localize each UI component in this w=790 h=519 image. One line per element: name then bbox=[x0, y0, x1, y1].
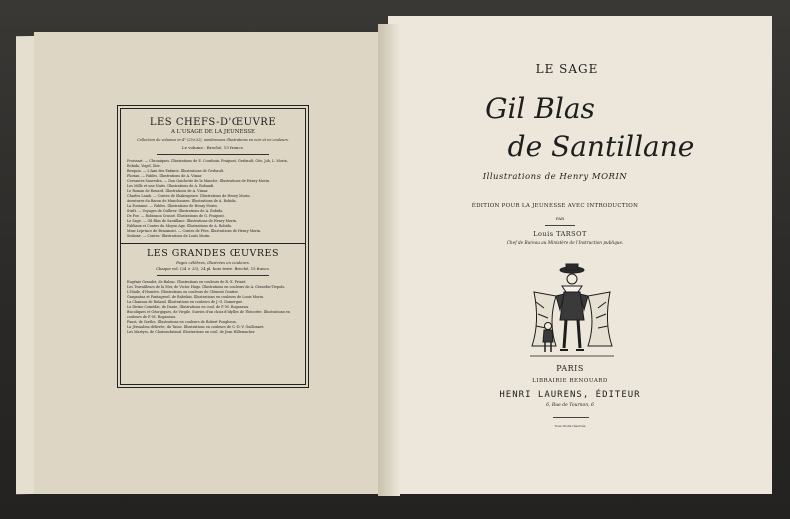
catalog-title: LES CHEFS-D'ŒUVRE bbox=[149, 117, 277, 128]
list-item: Les Travailleurs de la Mer, de Victor Hugo. Illustrations en couleurs de A. Gérardin-Tiepolo. bbox=[127, 285, 286, 289]
gil-blas-vignette bbox=[526, 262, 618, 362]
list-item: Le Roman de Renard. Illustrations de A. Vimar. bbox=[127, 189, 209, 193]
publisher-address: 6, Rue de Tournon, 6 bbox=[546, 403, 594, 408]
catalog-note: Collection de volumes in-4° (25×32), nombreuses illustrations en noir et en couleurs. bbox=[137, 138, 289, 142]
series-title: LES GRANDES ŒUVRES bbox=[146, 248, 280, 259]
divider bbox=[553, 417, 589, 418]
book-title-line2: de Santillane bbox=[507, 130, 695, 163]
catalog-price: Le volume : Broché, 15 francs. bbox=[181, 145, 245, 150]
list-item: Le Sage. — Gil Blas de Santillane. Illustrations de Henry Morin. bbox=[127, 219, 238, 223]
list-item: Froissart. — Chroniques. Illustrations de E. Courboin, Fraipont, Gerbault, Géo, Job, L. Morin, Robida, Vogel, Zier. bbox=[127, 159, 288, 168]
list-item: La Fontaine. — Fables. Illustrations de Henry Morin. bbox=[127, 204, 218, 208]
rights-notice: Tous droits réservés bbox=[554, 424, 586, 428]
list-item: La Chanson de Roland. Illustrations en couleurs de J.-G. Domergue. bbox=[127, 300, 244, 304]
list-item: De Foe. — Robinson Crusoé. Illustrations de G. Fraipont. bbox=[127, 214, 225, 218]
list-item: Cervantes Saavedra. — Don Quichotte de la Manche. Illustrations de Henry Morin. bbox=[127, 179, 271, 183]
bookshop: LIBRAIRIE RENOUARD bbox=[532, 378, 608, 384]
list-item: La Divine Comédie, de Dante. Illustrations en coul. de F.-M. Roganeau. bbox=[127, 305, 250, 309]
divider bbox=[121, 243, 305, 244]
catalog-box bbox=[120, 108, 306, 385]
edition-note: ÉDITION POUR LA JEUNESSE AVEC INTRODUCTION bbox=[471, 203, 639, 209]
list-item: Les Martyrs, de Chateaubriand. Illustrations en coul. de Jean Hillemacher. bbox=[127, 330, 256, 334]
list-item: Bucoliques et Géorgiques, de Virgile. Suivies d'un choix d'Idylles de Théocrite. Illustrations en couleurs de F.-M. Roganeau. bbox=[127, 310, 290, 319]
divider bbox=[157, 275, 269, 276]
series-subtitle: Pages célèbres, illustrées en couleurs. bbox=[176, 260, 250, 265]
book-title-line1: Gil Blas bbox=[485, 92, 595, 125]
list-item: Eugénie Grandet, de Balzac. Illustrations en couleurs de R.-X. Prinet. bbox=[127, 280, 247, 284]
list-item: Mme Leprince de Beaumont. — Contes de Fées. Illustrations de Henry Morin. bbox=[127, 229, 262, 233]
divider bbox=[157, 154, 269, 155]
author-name: LE SAGE bbox=[535, 62, 599, 76]
list-item: L'Iliade, d'Homère. Illustrations en couleurs de Clément Gontier. bbox=[127, 290, 239, 294]
editor-name: Louis TARSOT bbox=[533, 230, 587, 238]
series-price: Chaque vol. (24 × 25), 24 pl. hors texte. Broché, 15 francs. bbox=[156, 266, 270, 271]
publisher: HENRI LAURENS, ÉDITEUR bbox=[499, 390, 641, 400]
illustrator-credit: Illustrations de Henry MORIN bbox=[482, 172, 628, 182]
divider bbox=[545, 225, 575, 226]
city: PARIS bbox=[556, 364, 584, 373]
right-page bbox=[388, 16, 772, 494]
list-item: Swift. — Voyages de Gulliver. Illustrations de A. Robida. bbox=[127, 209, 224, 213]
list-item: Sedaine. — Contes. Illustrations de Louis Morin. bbox=[127, 234, 211, 238]
list-item: Fabliaux et Contes du Moyen Age. Illustrations de A. Robida. bbox=[127, 224, 232, 228]
catalog-subtitle: A L'USAGE DE LA JEUNESSE bbox=[170, 129, 256, 135]
list-item: Aventures du Baron de Munchausen. Illustrations de A. Robida. bbox=[127, 199, 237, 203]
list-item: La Jérusalem délivrée, du Tasse. Illustrations en couleurs de G.-D.-V. Guillonnet. bbox=[127, 325, 265, 329]
list-item: Charles Lamb. — Contes de Shakespeare. Illustrations de Henry Morin. bbox=[127, 194, 251, 198]
list-item: Faust, de Gœthe. Illustrations en couleurs de Robert Pougheon. bbox=[127, 320, 237, 324]
list-item: Les Mille et une Nuits. Illustrations de A. Robaudi. bbox=[127, 184, 215, 188]
list-item: Berquin. — L'Ami des Enfants. Illustrations de Gerbault. bbox=[127, 169, 225, 173]
series-list bbox=[121, 280, 305, 335]
book-gutter bbox=[378, 24, 400, 496]
editor-role: Chef de Bureau au Ministère de l'Instruction publique. bbox=[506, 240, 624, 245]
list-item: Gargantua et Pantagruel, de Rabelais. Illustrations en couleurs de Louis Morin. bbox=[127, 295, 265, 299]
list-item: Florian. — Fables. Illustrations de A. Vimar. bbox=[127, 174, 203, 178]
catalog-list bbox=[121, 159, 305, 239]
par-label: PAR bbox=[555, 216, 565, 221]
